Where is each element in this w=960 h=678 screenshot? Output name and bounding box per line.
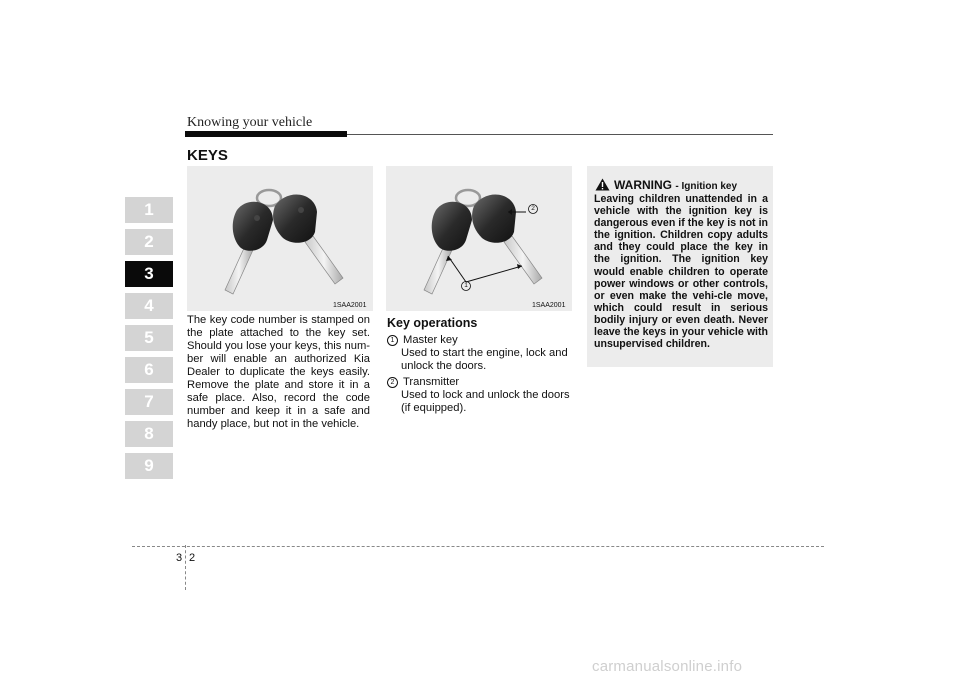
keys-callout-illustration <box>386 166 572 311</box>
list-item-master-key <box>387 334 573 373</box>
item-description: Used to lock and unlock the doors (if equipped). <box>401 389 570 414</box>
running-header-title: Knowing your vehicle <box>187 115 313 130</box>
section-tab-6[interactable]: 6 <box>125 357 173 383</box>
header-rule <box>347 134 773 135</box>
keys-illustration <box>187 166 373 311</box>
callout-1-label: 1 <box>464 282 468 289</box>
warning-triangle-icon <box>595 178 610 191</box>
warning-subtitle: - Ignition key <box>675 181 738 192</box>
image-code: 1SAA2001 <box>532 302 566 309</box>
warning-text: Leaving children unattended in a vehicle with the ignition key is dangerous even if the key is not in the ignition. Children copy adults and they could place the key in the ignition. The ignition key would enable children to operate power windows or other controls, or even make the vehi-cle move, which could result in serious bodily injury or even death. Never leave the keys in your vehicle with unsupervised children. <box>594 193 768 351</box>
footer-divider <box>185 545 186 590</box>
item-description: Used to start the engine, lock and unlock the doors. <box>401 347 568 372</box>
section-tab-9[interactable]: 9 <box>125 453 173 479</box>
key-operations-image <box>386 166 572 311</box>
section-tab-1[interactable]: 1 <box>125 197 173 223</box>
circled-number: 2 <box>387 377 398 388</box>
watermark[interactable]: carmanualsonline.info <box>592 658 743 675</box>
page-number: 2 <box>189 552 196 564</box>
image-code: 1SAA2001 <box>333 302 367 309</box>
section-tab-7[interactable]: 7 <box>125 389 173 415</box>
item-label: Master key <box>403 334 458 346</box>
section-number: 3 <box>176 552 183 564</box>
warning-box <box>587 166 773 367</box>
warning-label: WARNING <box>614 178 672 192</box>
item-label: Transmitter <box>403 376 460 388</box>
callout-2-label: 2 <box>531 205 535 212</box>
section-tab-3[interactable]: 3 <box>125 261 173 287</box>
section-tab-4[interactable]: 4 <box>125 293 173 319</box>
circled-number: 1 <box>387 335 398 346</box>
section-tab-5[interactable]: 5 <box>125 325 173 351</box>
section-tab-2[interactable]: 2 <box>125 229 173 255</box>
section-heading: KEYS <box>187 147 228 164</box>
footer-rule <box>132 546 824 547</box>
key-code-paragraph: The key code number is stamped on the plate attached to the key set. Should you lose your keys, this num-ber will enable an authorized Kia Dealer to duplicate the keys easily. Remove the plate and store it in a safe place. Also, record the code number and keep it in a safe and handy place, but not in the vehicle. <box>187 314 370 430</box>
header-bar <box>185 131 347 137</box>
key-set-image <box>187 166 373 311</box>
key-operations-heading: Key operations <box>387 316 478 330</box>
warning-title <box>614 178 737 192</box>
section-tab-8[interactable]: 8 <box>125 421 173 447</box>
list-item-transmitter <box>387 376 573 415</box>
